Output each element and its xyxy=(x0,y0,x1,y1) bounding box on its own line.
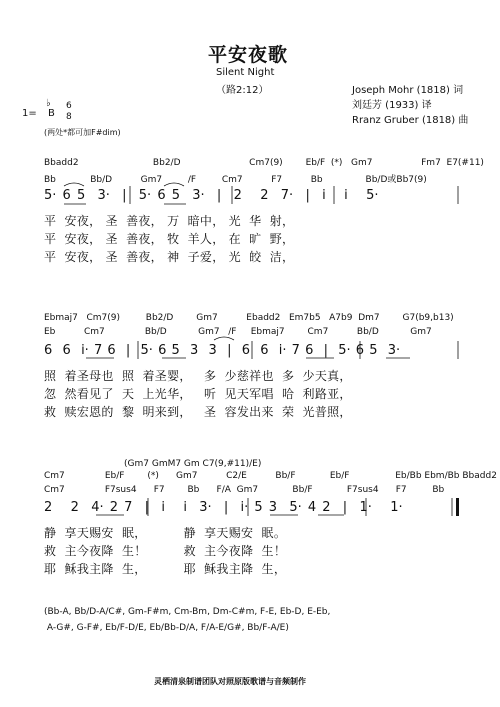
lyric-verse-1: 静 享天赐安 眠， 静 享天赐安 眠。 xyxy=(44,526,287,540)
lyric-verse-1: 照 着圣母也 照 着圣婴， 多 少慈祥也 多 少天真， xyxy=(44,369,352,383)
translator-credit: 刘廷芳 (1933) 译 xyxy=(352,100,432,111)
chord-line-upper: Ebmaj7 Cm7(9) Bb2/D Gm7 Ebadd2 Em7b5 A7b9 Dm7 G7(b9,b13) xyxy=(44,313,454,323)
lyric-verse-2: 平 安夜， 圣 善夜， 牧 羊人， 在 旷 野， xyxy=(44,232,295,246)
chord-line-upper: Bbadd2 Bb2/D Cm7(9) Eb/F (*) Gm7 Fm7 E7(#11) xyxy=(44,158,484,168)
slur xyxy=(214,337,234,340)
slur xyxy=(164,183,184,186)
lyric-verse-2: 忽 然看见了 天 上光华， 听 见天军唱 哈 利路亚， xyxy=(44,387,352,401)
lyric-verse-3: 平 安夜， 圣 善夜， 神 子爱， 光 皎 洁， xyxy=(44,250,295,264)
alternate-chords-line-1: (Bb-A, Bb/D-A/C#, Gm-F#m, Cm-Bm, Dm-C#m, F-E, Eb-D, E-Eb, xyxy=(44,607,331,617)
lyric-verse-2: 救 主今夜降 生！ 救 主今夜降 生！ xyxy=(44,544,287,558)
lyric-verse-3: 耶 稣我主降 生， 耶 稣我主降 生， xyxy=(44,562,287,576)
chord-line-upper: Cm7 Eb/F (*) Gm7 C2/E Bb/F Eb/F Eb/Bb Ebm/Bb Bbadd2 xyxy=(44,471,497,481)
key-note: B xyxy=(48,108,55,119)
composer-credit: Rranz Gruber (1818) 曲 xyxy=(352,115,469,126)
chord-remark: (两处*都可加F#dim) xyxy=(44,128,121,137)
lyric-verse-1: 平 安夜， 圣 善夜， 万 暗中， 光 华 射， xyxy=(44,214,295,228)
production-credit: 灵栖清泉制谱团队对照原版歌谱与音频制作 xyxy=(154,677,306,686)
final-barline-thick xyxy=(456,498,459,516)
flat-icon: ♭ xyxy=(46,98,51,109)
alternate-chords-line-2: A-G#, G-F#, Eb/F-D/E, Eb/Bb-D/A, F/A-E/G#, Bb/F-A/E) xyxy=(44,623,289,633)
chord-line-lower: Cm7 F7sus4 F7 Bb F/A Gm7 Bb/F F7sus4 F7 Bb xyxy=(44,485,445,495)
notation-line: 6 6 i· 7 6 | 5· 6 5 3 3 | 6 6 i· 7 6 | 5· 6 5 3· xyxy=(44,343,401,358)
chord-line-top: (Gm7 GmM7 Gm C7(9,#11)/E) xyxy=(124,459,262,469)
lyric-verse-3: 救 赎宏恩的 黎 明来到， 圣 容发出来 荣 光普照， xyxy=(44,405,352,419)
notation-line: 2 2 4· 2 7 | i i 3· | i· 5 3 5· 4 2 | 1· 1· xyxy=(44,500,403,515)
subtitle: Silent Night xyxy=(216,67,275,78)
lyricist-credit: Joseph Mohr (1818) 词 xyxy=(352,85,464,96)
slur xyxy=(64,183,84,186)
page-title: 平安夜歌 xyxy=(208,44,289,66)
scripture-reference: （路2:12） xyxy=(216,85,269,96)
notation-line: 5· 6 5 3· | 5· 6 5 3· | 2 2 7· | i i 5· xyxy=(44,188,379,203)
time-signature-top: 6 xyxy=(66,101,72,111)
chord-line-lower: Eb Cm7 Bb/D Gm7 /F Ebmaj7 Cm7 Bb/D Gm7 xyxy=(44,327,432,337)
chord-line-lower: Bb Bb/D Gm7 /F Cm7 F7 Bb Bb/D或Bb7(9) xyxy=(44,175,427,185)
time-signature-bottom: 8 xyxy=(66,112,72,122)
key-label: 1= xyxy=(22,108,37,119)
